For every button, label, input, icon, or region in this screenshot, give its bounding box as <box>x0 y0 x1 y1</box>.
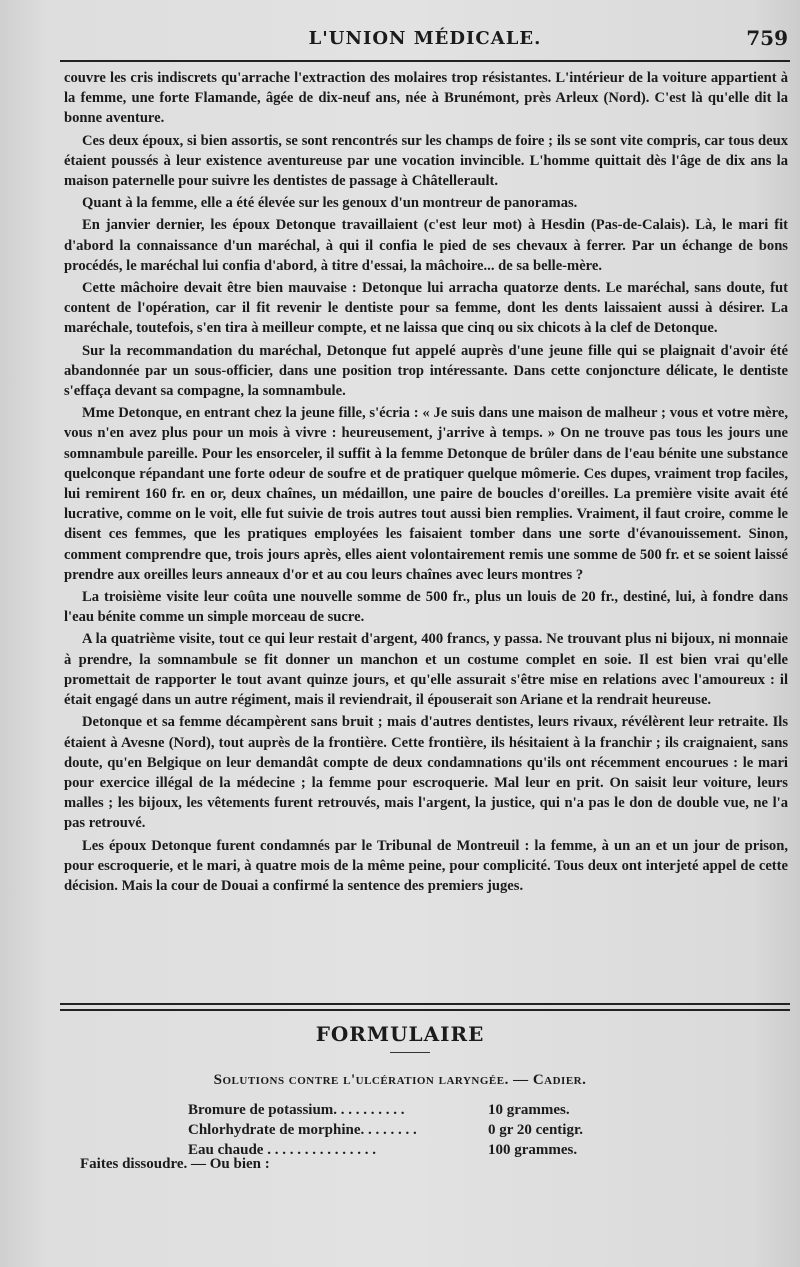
recipe-ingredients <box>188 1100 648 1160</box>
journal-title: L'UNION MÉDICALE. <box>308 28 542 49</box>
ingredient-quantity: 10 grammes. <box>488 1102 570 1118</box>
section-title: FORMULAIRE <box>315 1022 485 1046</box>
ingredient-name: Eau chaude . . . . . . . . . . . . . . . <box>188 1142 376 1158</box>
page-number: 759 <box>746 26 788 50</box>
paragraph: A la quatrième visite, tout ce qui leur restait d'argent, 400 francs, y passa. Ne trouvant plus ni bijoux, ni monnaie à prendre, la somnambule se fit donner un manchon et un costume complet en soie. Il est bien vrai qu'elle promettait de rapporter le tout avant quinze jours, et qu'elle assurait s'être mise en relations avec l'amoureux : il était engagé dans un autre régiment, mais il reviendrait, il épouserait son Ariane et la rendrait heureuse. <box>64 631 788 709</box>
paragraph: En janvier dernier, les époux Detonque travaillaient (c'est leur mot) à Hesdin (Pas-de-Calais). Là, le mari fit d'abord la connaissance d'un maréchal, à qui il confia le pied de ses chevaux à ferrer. Par un échange de bons procédés, le maréchal lui confia d'abord, à titre d'essai, la mâchoire... de sa belle-mère. <box>64 217 788 274</box>
ingredient-quantity: 0 gr 20 centigr. <box>488 1122 583 1138</box>
paragraph: Cette mâchoire devait être bien mauvaise : Detonque lui arracha quatorze dents. Le maréchal, sans doute, fut content de l'opération, car il fit revenir le dentiste pour sa femme, dont les dents laissaient aussi à désirer. La maréchale, toutefois, s'en tira à meilleur compte, et ne laissa que cinq ou six chicots à la clef de Detonque. <box>64 280 788 337</box>
paragraph: Detonque et sa femme décampèrent sans bruit ; mais d'autres dentistes, leurs rivaux, révélèrent leur retraite. Ils étaient à Avesne (Nord), tout auprès de la frontière. Cette frontière, ils hésitaient à la franchir ; ils craignaient, sans doute, qu'en Belgique on leur demandât compte de deux condamnations qu'ils ont récemment encourues : le mari pour exercice illégal de la médecine ; la femme pour escroquerie. Mal leur en prit. On saisit leur voiture, leurs malles ; les bijoux, les vêtements furent retrouvés, mais l'argent, la justice, qui n'a pas le don de double vue, ne l'a pas retrouvé. <box>64 714 788 832</box>
paragraph: Sur la recommandation du maréchal, Detonque fut appelé auprès d'une jeune fille qui se plaignait d'avoir été abandonnée par un sous-officier, dans une position trop intéressante. Dans cette conjoncture délicate, le dentiste s'effaça devant sa compagne, la somnambule. <box>64 342 788 400</box>
recipe-title: Solutions contre l'ulcération laryngée. — Cadier. <box>213 1072 587 1088</box>
section-divider <box>60 1003 790 1011</box>
ingredient-row <box>188 1100 648 1120</box>
section-subrule <box>390 1052 430 1053</box>
paragraph: Ces deux époux, si bien assortis, se sont rencontrés sur les champs de foire ; ils se sont vite compris, car tous deux étaient poussés à leur existence aventureuse par une vocation invincible. L'homme quittait dès l'âge de dix ans la maison paternelle pour suivre les dentistes de passage à Châtellerault. <box>64 132 788 190</box>
paragraph: La troisième visite leur coûta une nouvelle somme de 500 fr., plus un louis de 20 fr., destiné, lui, à fondre dans l'eau bénite comme un simple morceau de sucre. <box>64 589 788 626</box>
ingredient-name: Bromure de potassium. . . . . . . . . . <box>188 1102 405 1118</box>
paragraph: couvre les cris indiscrets qu'arrache l'extraction des molaires trop résistantes. L'intérieur de la voiture appartient à la femme, une forte Flamande, âgée de dix-neuf ans, née à Brunémont, près Arleux (Nord). C'est là qu'elle dit la bonne aventure. <box>64 70 788 127</box>
closing-instruction: Faites dissoudre. — Ou bien : <box>80 1156 270 1172</box>
paragraph: Mme Detonque, en entrant chez la jeune fille, s'écria : « Je suis dans une maison de malheur ; vous et votre mère, vous n'en avez plus pour un mois à vivre : heureusement, j'arrive à temps. » On ne trouve pas tous les jours une somnambule pareille. Pour les ensorceler, il suffit à la femme Detonque de brûler dans de l'eau bénite une substance quelconque répandant une forte odeur de soufre et de pratiquer quelque mômerie. Ces dupes, vraiment trop faciles, lui remirent 160 fr. en or, deux chaînes, un médaillon, une paire de boucles d'oreilles. La première visite avait été lucrative, comme on le voit, elle fut suivie de trois autres tout aussi bien remplies. Vraiment, il faut croire, comme le disent ces femmes, que les pratiques employées les faisaient tomber dans une sorte d'évanouissement. Sinon, comment comprendre que, trois jours après, elles aient volontairement remis une somme de 500 fr. et se soient laissé prendre aux oreilles leurs anneaux d'or et au cou leurs chaînes avec leurs montres ? <box>64 405 788 583</box>
ingredient-name: Chlorhydrate de morphine. . . . . . . . <box>188 1122 417 1138</box>
paragraph: Quant à la femme, elle a été élevée sur les genoux d'un montreur de panoramas. <box>82 195 578 212</box>
ingredient-row <box>188 1120 648 1140</box>
paragraph: Les époux Detonque furent condamnés par le Tribunal de Montreuil : la femme, à un an et un jour de prison, pour escroquerie, et le mari, à quatre mois de la même peine, pour complicité. Tous deux ont interjeté appel de cette décision. Mais la cour de Douai a confirmé la sentence des premiers juges. <box>64 837 788 894</box>
page-header <box>60 24 790 54</box>
article-body <box>64 68 788 898</box>
header-rule <box>60 60 790 62</box>
ingredient-quantity: 100 grammes. <box>488 1142 578 1158</box>
